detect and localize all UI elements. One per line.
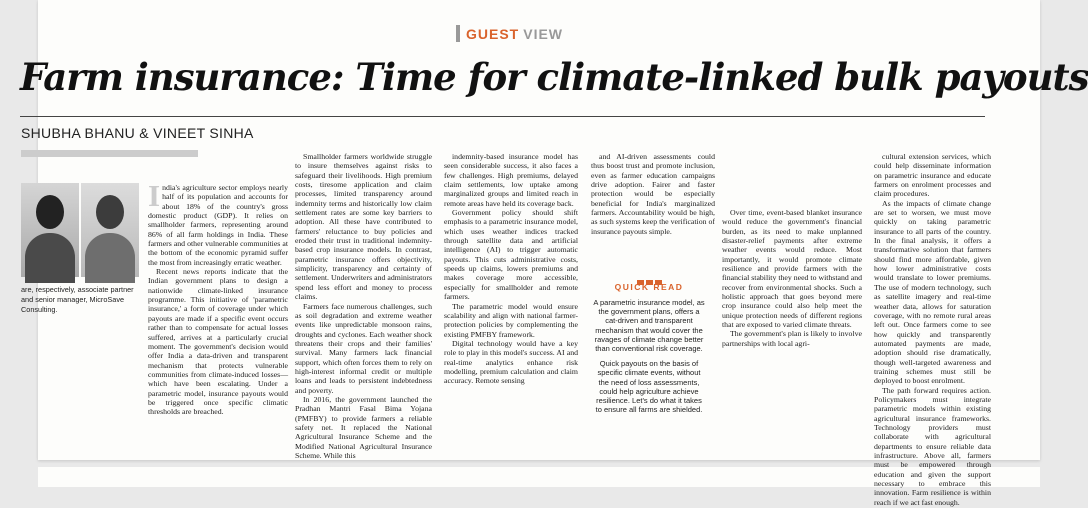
paragraph: The path forward requires action. Policymakers must integrate parametric models within existing agricultural insurance frameworks. Technology providers must collaborate with agricultural departments to ensure reliable data infrastructure. Above all, farmers must be empowered through education and given the support necessary to embrace this innovation. Farm resilience is within reach if we act fast enough. [874, 385, 991, 507]
drop-cap: I [148, 178, 161, 213]
paragraph: As the impacts of climate change are set to worsen, we must move quickly on taking parametric insurance to all parts of the country. In the final analysis, it offers a transformative solution that farmers should find more affordable, given how lower administrative costs would translate to lower premiums. The use of modern technology, such as satellite imagery and real-time weather data, allows for saturation coverage, with no remote rural areas left out. Once farmers come to see how quickly and transparently automated payments are made, adoption should rise dramatically, though well-targeted awareness and training schemes must still be deployed to boost enrolment. [874, 198, 991, 386]
article-column-3 [444, 152, 578, 452]
paragraph: India's agriculture sector employs nearly half of its population and accounts for about 18% of the country's gross domestic product (GDP). It relies on smallholder farmers, representing around 86% of all farm holdings in India. These farmers and other vulnerable communities at the bottom of the economic pyramid suffer the most from increasingly erratic weather. [148, 178, 288, 267]
headline-rule [20, 116, 985, 117]
article-column-2 [295, 152, 432, 460]
author-caption: are, respectively, associate partner and senior manager, MicroSave Consulting. [21, 285, 134, 314]
paragraph: Farmers face numerous challenges, such as soil degradation and extreme weather events like unpredictable monsoon rains, droughts and cyclones. Each weather shock threatens their crops and their families' survival. Many farmers lack financial support, which often forces them to rely on high-interest informal credit or multiple loans and leads to persistent indebtedness and poverty. [295, 301, 432, 395]
paragraph: indemnity-based insurance model has seen considerable success, it also faces a few challenges. High premiums, delayed claim settlements, low uptake among marginalized groups and limited reach in remote areas have held its coverage back. [444, 152, 578, 208]
article-column-4 [591, 152, 715, 270]
quick-read-item: Quick payouts on the basis of specific climate events, without the need of loss assessments, could help agriculture achieve resilience. Let's do what it takes to ensure all farms are shielded. [595, 359, 703, 415]
paragraph: Digital technology would have a key role to play in this model's success. AI and real-time analytics enhance risk modelling, premium calculation and claim accuracy. Remote sensing [444, 338, 578, 386]
paragraph: Smallholder farmers worldwide struggle to insure themselves against risks to safeguard their livelihoods. High premium costs, tiresome application and claim processes, limited transparency around indemnity terms and historically low claim settlement rates are some key barriers to adoption. All these have contributed to farmers' reluctance to buy policies and eroded their trust in traditional indemnity-based crop insurance models. In contrast, parametric insurance offers objectivity, simplicity, transparency and certainty of settlement. Underwriters and administrators spend less effort and money to process claims. [295, 152, 432, 302]
paragraph: and AI-driven assessments could thus boost trust and promote inclusion, even as farmer education campaigns drive adoption. Fairer and faster protection would be especially beneficial for India's marginalized farmers. Accountability would be high, as such systems keep the verification of insurance payouts simple. [591, 152, 715, 236]
byline: SHUBHA BHANU & VINEET SINHA [21, 125, 254, 141]
author-photos [21, 183, 139, 277]
paragraph: Government policy should shift emphasis to a parametric insurance model, which uses weather indices tracked through satellite data and artificial intelligence (AI) to trigger automatic payouts. This cuts administrative costs, speeds up claims, lowers premiums and makes coverage more accessible, especially for smallholder and remote farmers. [444, 208, 578, 302]
paragraph: The parametric model would ensure scalability and align with national farmer-protection policies by complementing the existing PMFBY framework. [444, 301, 578, 339]
article-column-6 [874, 152, 991, 507]
kicker-view: VIEW [523, 26, 564, 42]
kicker-guest: GUEST [466, 26, 520, 42]
section-kicker [456, 25, 563, 42]
author-photo-shubha [21, 183, 79, 277]
byline-rule [21, 150, 198, 157]
paragraph: In 2016, the government launched the Pradhan Mantri Fasal Bima Yojana (PMFBY) to provide farmers a reliable safety net. It replaced the National Agricultural Insurance Scheme and the Modified National Agricultural Insurance Scheme. While this [295, 394, 432, 460]
author-photo-vineet [81, 183, 139, 277]
quick-read-bars [593, 272, 705, 279]
paragraph: Recent news reports indicate that the Indian government plans to design a nationwide climate-linked insurance programme. This initiative of 'parametric insurance,' a form of coverage under which payouts are made if a specific event occurs rather than to compensate for actual losses suffered, arrives at a particularly crucial moment. The government's decision would offer India a data-driven and transparent mechanism that protects vulnerable communities from climate-induced losses—which have been escalating. Under a parametric model, insurance payouts would be triggered once specific climatic thresholds are breached. [148, 267, 288, 417]
article-column-5 [722, 208, 862, 508]
kicker-bar [456, 25, 460, 42]
paragraph: cultural extension services, which could help disseminate information on parametric insurance and educate farmers on enrolment processes and claim procedures. [874, 152, 991, 199]
paragraph: Over time, event-based blanket insurance would reduce the government's financial burden, as its need to make unplanned disaster-relief payments after extreme weather events would reduce. Most importantly, it would promote climate resilience and provide farmers with the financial stability they need to withstand and recover from environmental shocks. Such a holistic approach that goes beyond mere crop insurance could also help meet the unique protection needs of different regions that are exposed to varied climate threats. [722, 208, 862, 330]
article-column-1 [148, 178, 288, 483]
headline: Farm insurance: Time for climate-linked bulk payouts [20, 55, 1088, 99]
quick-read-title: QUICK READ [614, 282, 684, 292]
quick-read-item: A parametric insurance model, as the government plans, offers a cat-driven and transparent mechanism that would cover the ravages of climate change better than conventional risk coverage. [593, 298, 705, 354]
quick-read-box [593, 272, 705, 414]
paragraph: The government's plan is likely to involve partnerships with local agri- [722, 329, 862, 348]
